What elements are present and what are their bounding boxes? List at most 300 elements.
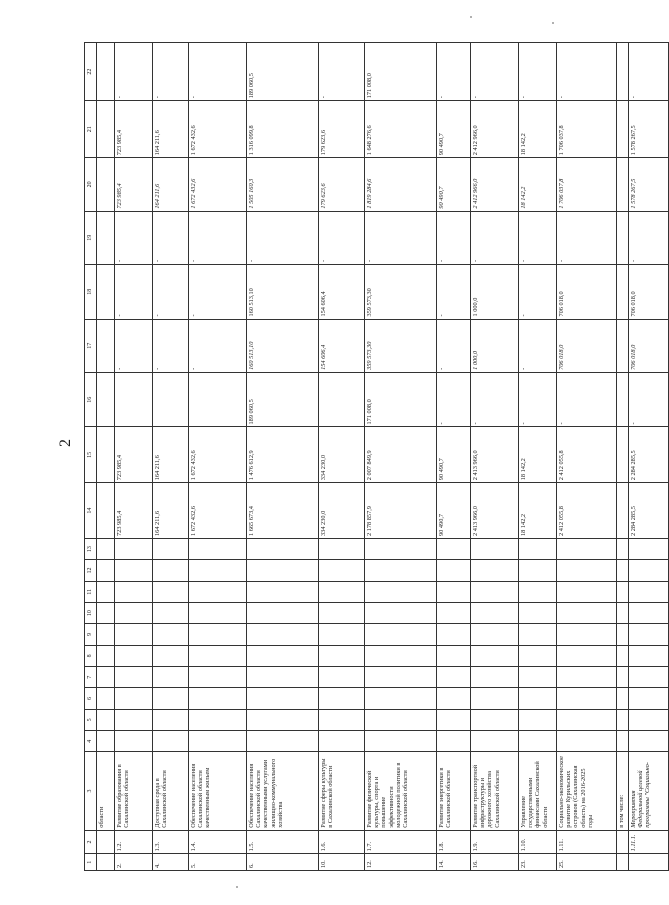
value-cell xyxy=(557,538,617,559)
value-cell xyxy=(97,158,115,211)
value-cell: - xyxy=(629,211,669,264)
value-cell xyxy=(319,667,365,688)
value-cell xyxy=(471,709,519,730)
value-cell xyxy=(319,645,365,666)
value-cell xyxy=(115,560,153,581)
value-cell xyxy=(437,645,471,666)
value-cell xyxy=(115,372,153,427)
value-cell: 154 606,4 xyxy=(319,264,365,319)
value-cell: - xyxy=(319,43,365,101)
row-index-cell: 10. xyxy=(319,854,365,871)
value-cell xyxy=(437,667,471,688)
value-cell xyxy=(153,624,189,645)
scan-speck xyxy=(470,16,472,18)
value-cell xyxy=(437,581,471,602)
item-code-cell: 1.7. xyxy=(365,830,437,854)
value-cell xyxy=(629,603,669,624)
value-cell xyxy=(437,538,471,559)
program-name-cell: Развитие энергетики в Сахалинской области xyxy=(437,752,471,830)
col-header: 4 xyxy=(85,731,97,752)
column-number-row xyxy=(85,43,97,871)
value-cell xyxy=(365,645,437,666)
value-cell: 179 623,6 xyxy=(319,101,365,158)
value-cell xyxy=(153,560,189,581)
value-cell: 2 178 857,9 xyxy=(365,483,437,539)
value-cell xyxy=(629,624,669,645)
value-cell xyxy=(365,688,437,709)
value-cell: 160 513,10 xyxy=(247,264,319,319)
value-cell: 723 985,4 xyxy=(115,101,153,158)
value-cell xyxy=(153,538,189,559)
row-index-cell: 4. xyxy=(153,854,189,871)
value-cell xyxy=(365,624,437,645)
page-number: 2 xyxy=(57,439,74,447)
table-row xyxy=(519,43,557,871)
row-index-cell: 12. xyxy=(365,854,437,871)
program-name-cell: Доступная среда в Сахалинской области xyxy=(153,752,189,830)
col-header: 19 xyxy=(85,211,97,264)
value-cell: - xyxy=(189,211,247,264)
value-cell xyxy=(115,603,153,624)
row-index-cell xyxy=(617,854,629,871)
value-cell xyxy=(629,538,669,559)
value-cell: - xyxy=(365,211,437,264)
value-cell: - xyxy=(471,211,519,264)
value-cell: - xyxy=(629,43,669,101)
col-header: 17 xyxy=(85,319,97,372)
value-cell xyxy=(437,709,471,730)
value-cell xyxy=(471,624,519,645)
value-cell xyxy=(319,624,365,645)
value-cell xyxy=(319,731,365,752)
value-cell xyxy=(617,624,629,645)
value-cell: 334 230,0 xyxy=(319,483,365,539)
value-cell xyxy=(557,688,617,709)
value-cell: 2 413 966,0 xyxy=(471,427,519,483)
value-cell: - xyxy=(153,43,189,101)
table-row xyxy=(617,43,629,871)
row-index-cell: 16. xyxy=(471,854,519,871)
value-cell: 1 578 267,5 xyxy=(629,101,669,158)
col-header: 5 xyxy=(85,709,97,730)
value-cell: 1 706 037,8 xyxy=(557,158,617,211)
value-cell xyxy=(617,581,629,602)
col-header: 20 xyxy=(85,158,97,211)
value-cell: 2 412 055,8 xyxy=(557,427,617,483)
value-cell: - xyxy=(319,211,365,264)
value-cell: 18 142,2 xyxy=(519,483,557,539)
value-cell: - xyxy=(557,372,617,427)
value-cell xyxy=(319,709,365,730)
value-cell xyxy=(365,731,437,752)
value-cell xyxy=(115,645,153,666)
value-cell xyxy=(519,603,557,624)
value-cell: 1 476 612,9 xyxy=(247,427,319,483)
value-cell: 2 007 849,9 xyxy=(365,427,437,483)
item-code-cell xyxy=(97,830,115,854)
value-cell xyxy=(247,731,319,752)
value-cell xyxy=(629,709,669,730)
value-cell xyxy=(629,667,669,688)
value-cell xyxy=(189,603,247,624)
value-cell: 1 672 432,6 xyxy=(189,427,247,483)
value-cell xyxy=(519,581,557,602)
value-cell xyxy=(519,560,557,581)
value-cell xyxy=(437,624,471,645)
value-cell xyxy=(629,731,669,752)
value-cell xyxy=(115,667,153,688)
value-cell xyxy=(519,688,557,709)
program-name-cell: области xyxy=(97,752,115,830)
col-header: 21 xyxy=(85,101,97,158)
value-cell xyxy=(97,624,115,645)
program-name-cell: Развитие сферы культуры в Сахалинской области xyxy=(319,752,365,830)
program-name-cell: Обеспечение населения Сахалинской области качественным жильем xyxy=(189,752,247,830)
value-cell xyxy=(617,101,629,158)
col-header: 2 xyxy=(85,830,97,854)
col-header: 14 xyxy=(85,483,97,539)
value-cell: - xyxy=(557,43,617,101)
value-cell: 179 623,6 xyxy=(319,158,365,211)
value-cell: 359 573,30 xyxy=(365,264,437,319)
value-cell: - xyxy=(437,43,471,101)
table-row xyxy=(437,43,471,871)
col-header: 15 xyxy=(85,427,97,483)
value-cell xyxy=(153,667,189,688)
program-name-cell: Обеспечение населения Сахалинской области качественными услугами жилищно-коммунального хозяйства xyxy=(247,752,319,830)
value-cell xyxy=(471,645,519,666)
value-cell: 1 672 432,6 xyxy=(189,101,247,158)
value-cell xyxy=(519,645,557,666)
value-cell xyxy=(189,624,247,645)
value-cell: 1 665 673,4 xyxy=(247,483,319,539)
value-cell: 1 000,0 xyxy=(471,319,519,372)
col-header: 6 xyxy=(85,688,97,709)
value-cell xyxy=(189,581,247,602)
value-cell xyxy=(471,667,519,688)
value-cell: - xyxy=(519,43,557,101)
value-cell xyxy=(617,427,629,483)
table-row xyxy=(557,43,617,871)
value-cell: 2 284 285,5 xyxy=(629,427,669,483)
col-header: 18 xyxy=(85,264,97,319)
value-cell xyxy=(471,603,519,624)
item-code-cell xyxy=(617,830,629,854)
value-cell xyxy=(97,101,115,158)
item-code-cell: 1.10. xyxy=(519,830,557,854)
value-cell: 706 018,0 xyxy=(557,319,617,372)
row-index-cell xyxy=(629,854,669,871)
table-row xyxy=(97,43,115,871)
value-cell: - xyxy=(189,43,247,101)
rotated-table-container xyxy=(84,42,652,871)
item-code-cell: 1.5. xyxy=(247,830,319,854)
table-row xyxy=(629,43,669,871)
value-cell xyxy=(319,688,365,709)
value-cell: 160 513,10 xyxy=(247,319,319,372)
value-cell xyxy=(629,560,669,581)
value-cell: 189 060,5 xyxy=(247,372,319,427)
value-cell xyxy=(617,667,629,688)
value-cell xyxy=(247,581,319,602)
value-cell xyxy=(115,688,153,709)
value-cell xyxy=(97,603,115,624)
value-cell xyxy=(97,560,115,581)
program-name-cell: Мероприятия Федеральной целевой программы "Социально- xyxy=(629,752,669,830)
value-cell xyxy=(617,319,629,372)
program-name-cell: Развитие транспортной инфраструктуры и дорожного хозяйства Сахалинской области xyxy=(471,752,519,830)
value-cell xyxy=(319,538,365,559)
col-header: 16 xyxy=(85,372,97,427)
item-code-cell: 1.4. xyxy=(189,830,247,854)
item-code-cell: 1.6. xyxy=(319,830,365,854)
value-cell xyxy=(97,264,115,319)
value-cell xyxy=(557,581,617,602)
value-cell xyxy=(319,603,365,624)
value-cell xyxy=(247,688,319,709)
value-cell xyxy=(319,581,365,602)
value-cell xyxy=(97,319,115,372)
value-cell xyxy=(189,538,247,559)
value-cell xyxy=(319,560,365,581)
value-cell: - xyxy=(519,264,557,319)
col-header: 11 xyxy=(85,581,97,602)
value-cell xyxy=(617,603,629,624)
value-cell xyxy=(519,667,557,688)
value-cell: - xyxy=(629,372,669,427)
value-cell xyxy=(115,624,153,645)
value-cell: - xyxy=(437,372,471,427)
value-cell xyxy=(153,372,189,427)
value-cell xyxy=(247,645,319,666)
value-cell: 359 573,30 xyxy=(365,319,437,372)
value-cell xyxy=(437,603,471,624)
col-header: 3 xyxy=(85,752,97,830)
program-name-cell: Развитие физической культуры, спорта и повышение эффективности молодежной политики в Сахалинской области xyxy=(365,752,437,830)
value-cell: 171 008,0 xyxy=(365,372,437,427)
value-cell xyxy=(365,560,437,581)
value-cell: - xyxy=(189,319,247,372)
item-code-cell: 1.11.1. xyxy=(629,830,669,854)
value-cell xyxy=(519,709,557,730)
value-cell xyxy=(97,667,115,688)
value-cell: - xyxy=(519,319,557,372)
value-cell: 1 648 276,6 xyxy=(365,101,437,158)
value-cell xyxy=(247,560,319,581)
value-cell: 90 490,7 xyxy=(437,427,471,483)
item-code-cell: 1.3. xyxy=(153,830,189,854)
value-cell xyxy=(189,372,247,427)
value-cell xyxy=(557,603,617,624)
value-cell xyxy=(189,667,247,688)
program-name-cell: Управление государственными финансами Сахалинской области xyxy=(519,752,557,830)
value-cell xyxy=(97,688,115,709)
table-row xyxy=(471,43,519,871)
col-header: 9 xyxy=(85,624,97,645)
value-cell xyxy=(629,645,669,666)
value-cell xyxy=(247,538,319,559)
value-cell xyxy=(617,158,629,211)
value-cell xyxy=(471,538,519,559)
value-cell xyxy=(437,731,471,752)
program-name-cell: Развитие образования в Сахалинской области xyxy=(115,752,153,830)
value-cell: 706 018,0 xyxy=(629,319,669,372)
value-cell xyxy=(365,667,437,688)
value-cell: 1 316 099,8 xyxy=(247,101,319,158)
value-cell xyxy=(153,688,189,709)
value-cell: 1 672 432,6 xyxy=(189,158,247,211)
value-cell xyxy=(365,709,437,730)
item-code-cell: 1.11. xyxy=(557,830,617,854)
value-cell: 2 413 966,0 xyxy=(471,483,519,539)
value-cell xyxy=(365,581,437,602)
value-cell xyxy=(617,538,629,559)
value-cell xyxy=(319,372,365,427)
value-cell: - xyxy=(557,211,617,264)
value-cell xyxy=(557,645,617,666)
value-cell xyxy=(629,688,669,709)
value-cell xyxy=(617,709,629,730)
value-cell xyxy=(115,538,153,559)
value-cell xyxy=(153,731,189,752)
col-header: 8 xyxy=(85,645,97,666)
value-cell: - xyxy=(115,319,153,372)
row-index-cell xyxy=(97,854,115,871)
value-cell xyxy=(617,372,629,427)
value-cell: - xyxy=(153,264,189,319)
value-cell: 2 412 055,8 xyxy=(557,483,617,539)
value-cell xyxy=(247,709,319,730)
value-cell xyxy=(97,709,115,730)
value-cell: 2 412 966,0 xyxy=(471,158,519,211)
value-cell xyxy=(189,709,247,730)
value-cell: 90 490,7 xyxy=(437,158,471,211)
value-cell: - xyxy=(189,264,247,319)
value-cell xyxy=(247,603,319,624)
value-cell xyxy=(557,731,617,752)
value-cell: 189 060,5 xyxy=(247,43,319,101)
col-header: 12 xyxy=(85,560,97,581)
value-cell xyxy=(437,688,471,709)
value-cell xyxy=(247,667,319,688)
value-cell: 723 985,4 xyxy=(115,427,153,483)
value-cell: 171 008,0 xyxy=(365,43,437,101)
value-cell xyxy=(617,688,629,709)
table-row xyxy=(365,43,437,871)
item-code-cell: 1.9. xyxy=(471,830,519,854)
value-cell xyxy=(115,709,153,730)
value-cell: - xyxy=(471,43,519,101)
table-row xyxy=(189,43,247,871)
value-cell xyxy=(97,427,115,483)
value-cell: - xyxy=(115,211,153,264)
value-cell: - xyxy=(437,319,471,372)
value-cell: - xyxy=(153,211,189,264)
value-cell xyxy=(617,483,629,539)
value-cell xyxy=(97,372,115,427)
scan-speck xyxy=(236,886,238,888)
value-cell xyxy=(617,560,629,581)
value-cell xyxy=(471,581,519,602)
value-cell: 1 505 160,3 xyxy=(247,158,319,211)
value-cell: 706 018,0 xyxy=(557,264,617,319)
program-name-cell: Социально-экономическое развитие Курильских островов (Сахалинская область) на 2016-2025 годы xyxy=(557,752,617,830)
value-cell: 18 142,2 xyxy=(519,101,557,158)
value-cell: 1 672 432,6 xyxy=(189,483,247,539)
col-header: 13 xyxy=(85,538,97,559)
value-cell: - xyxy=(437,264,471,319)
value-cell: 164 211,6 xyxy=(153,483,189,539)
value-cell: 723 985,4 xyxy=(115,158,153,211)
table-row xyxy=(115,43,153,871)
value-cell: 90 490,7 xyxy=(437,101,471,158)
value-cell xyxy=(617,264,629,319)
value-cell xyxy=(617,645,629,666)
value-cell: - xyxy=(437,211,471,264)
value-cell xyxy=(519,538,557,559)
value-cell xyxy=(97,43,115,101)
value-cell xyxy=(97,538,115,559)
value-cell: - xyxy=(471,372,519,427)
value-cell xyxy=(97,483,115,539)
value-cell xyxy=(153,645,189,666)
value-cell: 334 230,0 xyxy=(319,427,365,483)
value-cell xyxy=(617,731,629,752)
value-cell xyxy=(519,624,557,645)
value-cell xyxy=(153,709,189,730)
value-cell: 723 985,4 xyxy=(115,483,153,539)
value-cell: - xyxy=(519,211,557,264)
value-cell xyxy=(519,731,557,752)
item-code-cell: 1.8. xyxy=(437,830,471,854)
col-header: 7 xyxy=(85,667,97,688)
row-index-cell: 23. xyxy=(519,854,557,871)
table-row xyxy=(153,43,189,871)
program-name-cell: в том числе: xyxy=(617,752,629,830)
value-cell xyxy=(189,560,247,581)
value-cell xyxy=(471,731,519,752)
value-cell xyxy=(97,581,115,602)
value-cell xyxy=(557,667,617,688)
table-body xyxy=(97,43,669,871)
col-header: 22 xyxy=(85,43,97,101)
value-cell: 164 211,6 xyxy=(153,101,189,158)
value-cell: 1 000,0 xyxy=(471,264,519,319)
value-cell: - xyxy=(519,372,557,427)
col-header: 1 xyxy=(85,854,97,871)
value-cell xyxy=(629,581,669,602)
value-cell: 1 706 037,8 xyxy=(557,101,617,158)
value-cell xyxy=(617,211,629,264)
budget-table xyxy=(84,42,669,871)
value-cell xyxy=(365,538,437,559)
value-cell: 154 606,4 xyxy=(319,319,365,372)
value-cell xyxy=(153,603,189,624)
item-code-cell: 1.2. xyxy=(115,830,153,854)
value-cell xyxy=(247,624,319,645)
value-cell: 90 490,7 xyxy=(437,483,471,539)
value-cell: 18 142,2 xyxy=(519,427,557,483)
value-cell: 2 412 966,0 xyxy=(471,101,519,158)
row-index-cell: 6. xyxy=(247,854,319,871)
value-cell xyxy=(97,731,115,752)
value-cell xyxy=(471,688,519,709)
value-cell: - xyxy=(115,43,153,101)
value-cell: - xyxy=(153,319,189,372)
row-index-cell: 2. xyxy=(115,854,153,871)
value-cell xyxy=(189,731,247,752)
value-cell: 1 819 284,6 xyxy=(365,158,437,211)
